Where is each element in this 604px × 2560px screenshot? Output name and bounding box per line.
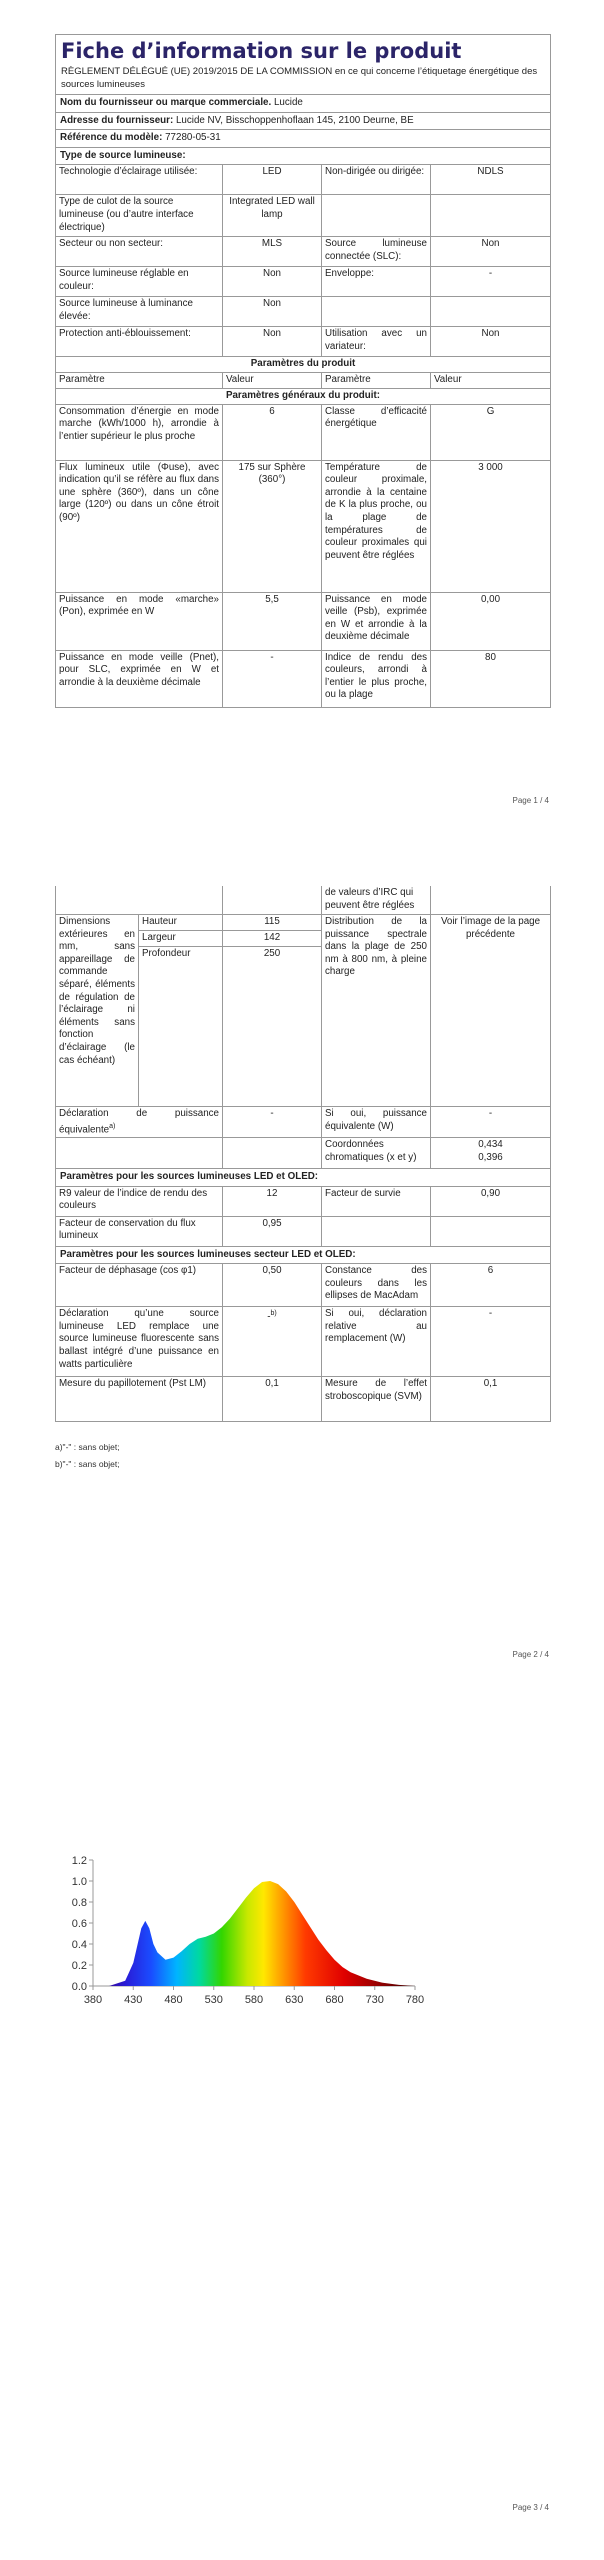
param-label: Source lumineuse à luminance élevée:	[56, 297, 223, 326]
param-value: 0,434 0,396	[478, 1139, 503, 1163]
param-value: Integrated LED wall lamp	[223, 195, 322, 236]
regulation-text: RÈGLEMENT DÉLÉGUÉ (UE) 2019/2015 DE LA COMMISSION en ce qui concerne l’étiquetage énergétique des sources lumineuses	[56, 64, 550, 95]
param-label: Classe d’efficacité énergétique	[322, 405, 431, 460]
param-label: Facteur de survie	[322, 1187, 431, 1216]
param-value: 3 000	[478, 461, 503, 473]
param-value: 6	[223, 405, 322, 460]
param-label: Mesure de l’effet stroboscopique (SVM)	[322, 1377, 431, 1421]
param-value: 0,90	[480, 1187, 501, 1199]
led-params-header: Paramètres pour les sources lumineuses LED et OLED:	[56, 1169, 550, 1187]
param-value	[431, 1217, 550, 1246]
param-label: Facteur de conservation du flux lumineux	[56, 1217, 223, 1246]
param-value: NDLS	[477, 166, 504, 178]
param-value: 80	[485, 651, 496, 663]
dimensions-label: Dimensions extérieures en mm, sans appareillage de commande séparé, éléments de régulation de l’éclairage ni éléments sans fonction d’éclairage (le cas échéant)	[56, 915, 139, 1106]
table-row	[56, 1264, 550, 1307]
y-tick-label: 0.2	[71, 1960, 87, 1972]
column-header: Valeur	[223, 373, 322, 388]
param-label: Si oui, puissance équivalente (W)	[322, 1107, 431, 1137]
y-tick-label: 1.0	[71, 1876, 87, 1888]
mains-params-header: Paramètres pour les sources lumineuses secteur LED et OLED:	[56, 1247, 550, 1265]
param-label: Puissance en mode «marche» (Pon), exprimée en W	[56, 593, 223, 650]
column-header: Valeur	[434, 373, 462, 385]
dimension-value: 142	[223, 931, 321, 947]
spectrum-area	[93, 1881, 415, 1986]
param-value: 0,1	[223, 1377, 322, 1421]
param-value: 12	[223, 1187, 322, 1216]
page-title: Fiche d’information sur le produit	[61, 39, 462, 63]
dimensions-row	[56, 915, 550, 1107]
param-value: -	[488, 1308, 493, 1320]
param-value: Voir l’image de la page précédente	[440, 916, 541, 940]
param-value: Non	[481, 238, 500, 250]
param-label: Mesure du papillotement (Pst LM)	[56, 1377, 223, 1421]
params-header: Paramètres du produit	[56, 357, 550, 373]
address-value: Lucide NV, Bisschoppenhoflaan 145, 2100 Deurne, BE	[175, 114, 414, 126]
param-label: Protection anti-éblouissement:	[56, 327, 223, 356]
model-label: Référence du modèle:	[60, 132, 163, 144]
param-value: -	[223, 651, 322, 707]
x-tick-label: 580	[244, 1994, 264, 2006]
param-value: -$^{b)}$	[223, 1307, 322, 1376]
param-label: Source lumineuse connectée (SLC):	[322, 237, 431, 266]
y-tick-label: 0.8	[71, 1897, 87, 1909]
param-label: Source lumineuse réglable en couleur:	[56, 267, 223, 296]
param-label: Utilisation avec un variateur:	[322, 327, 431, 356]
param-value: Non	[223, 327, 322, 356]
param-value: Non	[481, 328, 500, 340]
param-label: Secteur ou non secteur:	[56, 237, 223, 266]
y-tick-label: 0.4	[71, 1939, 87, 1951]
param-value: 5,5	[223, 593, 322, 650]
param-label	[322, 1217, 431, 1246]
page-number: Page 2 / 4	[512, 1650, 549, 1659]
x-tick-label: 380	[83, 1994, 103, 2006]
model-value: 77280-05-31	[165, 132, 221, 144]
column-header: Paramètre	[56, 373, 223, 388]
param-label: Non-dirigée ou dirigée:	[322, 165, 431, 194]
x-tick-label: 780	[405, 1994, 425, 2006]
page-number: Page 3 / 4	[512, 2503, 549, 2512]
param-label: Type de culot de la source lumineuse (ou d’autre interface électrique)	[56, 195, 223, 236]
param-label: Indice de rendu des couleurs, arrondi à l’entier le plus proche, ou la plage	[322, 651, 431, 707]
table-row	[56, 1377, 550, 1421]
table-row	[56, 1217, 550, 1247]
param-value: -	[223, 1107, 322, 1137]
x-tick-label: 530	[204, 1994, 223, 2006]
x-tick-label: 730	[365, 1994, 384, 2006]
param-label: Flux lumineux utile (Φuse), avec indication qu’il se réfère au flux dans une sphère (360º), dans un cône large (120º) ou dans un cône étroit (90º)	[56, 461, 223, 592]
dimension-name: Profondeur	[142, 948, 191, 959]
supplier-value: Lucide	[273, 97, 303, 108]
dimension-name: Hauteur	[139, 915, 222, 931]
param-label: Si oui, déclaration relative au remplacement (W)	[322, 1307, 431, 1376]
param-label	[56, 1138, 223, 1168]
spectral-distribution-chart	[55, 1850, 425, 2020]
page-number: Page 1 / 4	[512, 796, 549, 805]
table-row	[56, 1107, 550, 1138]
param-value: MLS	[223, 237, 322, 266]
param-label: de valeurs d’IRC qui peuvent être réglées	[322, 886, 431, 914]
supplier-label: Nom du fournisseur ou marque commerciale.	[60, 97, 272, 108]
param-label: Puissance en mode veille (Pnet), pour SLC, exprimée en W et arrondie à la deuxième décimale	[56, 651, 223, 707]
param-value: -	[488, 1108, 493, 1119]
y-tick-label: 0.6	[71, 1918, 87, 1930]
table-row	[56, 1187, 550, 1217]
info-sheet-table-p2	[55, 886, 551, 1422]
param-value	[223, 1138, 322, 1168]
param-label: Distribution de la puissance spectrale dans la plage de 250 nm à 800 nm, à pleine charge	[322, 915, 431, 1106]
table-row	[56, 886, 550, 915]
param-value: G	[486, 405, 495, 417]
y-tick-label: 0.0	[71, 1981, 87, 1993]
dimension-value: 115	[223, 915, 321, 931]
param-label: Température de couleur proximale, arrondie à la centaine de K la plus proche, ou la plage de températures de couleur proximales qui peuvent être réglées	[322, 461, 431, 592]
param-label: Enveloppe:	[322, 267, 431, 296]
x-tick-label: 430	[124, 1994, 143, 2006]
param-label: Consommation d’énergie en mode marche (kWh/1000 h), arrondie à l’entier supérieur le plus proche	[56, 405, 223, 460]
param-value: Non	[223, 297, 322, 326]
dimension-name: Largeur	[139, 931, 222, 947]
param-label: Constance des couleurs dans les ellipses de MacAdam	[322, 1264, 431, 1306]
x-tick-label: 630	[285, 1994, 304, 2006]
param-label: Déclaration de puissance équivalente$^{a)}$	[56, 1107, 223, 1137]
param-label: Puissance en mode veille (Psb), exprimée en W et arrondie à la deuxième décimale	[322, 593, 431, 650]
x-tick-label: 680	[325, 1994, 344, 2006]
param-value: 0,95	[223, 1217, 322, 1246]
param-value: 6	[487, 1265, 494, 1277]
dimensions-names	[139, 915, 223, 1106]
address-label: Adresse du fournisseur:	[60, 114, 174, 126]
param-label: Coordonnées chromatiques (x et y)	[322, 1138, 431, 1168]
table-row	[56, 1138, 550, 1169]
param-value: 0,00	[480, 593, 501, 605]
column-header: Paramètre	[322, 373, 431, 388]
dimension-value: 250	[263, 948, 281, 959]
param-label: R9 valeur de l’indice de rendu des couleurs	[56, 1187, 223, 1216]
param-label: Facteur de déphasage (cos φ1)	[56, 1264, 223, 1306]
x-tick-label: 480	[164, 1994, 183, 2006]
dimensions-values	[223, 915, 322, 1106]
param-value: 0,50	[223, 1264, 322, 1306]
param-label: Déclaration qu’une source lumineuse LED remplace une source lumineuse fluorescente sans ballast intégré d’une puissance en watts particulière	[56, 1307, 223, 1376]
y-tick-label: 1.2	[71, 1855, 87, 1867]
general-params-header: Paramètres généraux du produit:	[56, 389, 550, 405]
param-value: 0,1	[483, 1378, 498, 1390]
source-type-header: Type de source lumineuse:	[56, 148, 550, 166]
param-value: Non	[223, 267, 322, 296]
chart-series	[93, 1881, 415, 1986]
table-row	[56, 1307, 550, 1377]
param-value: 175 sur Sphère (360°)	[223, 461, 322, 592]
param-value: LED	[223, 165, 322, 194]
param-label: Technologie d’éclairage utilisée:	[56, 165, 223, 194]
param-value: -	[488, 268, 493, 280]
footnote-a: a)"-" : sans objet;	[55, 1442, 120, 1452]
footnote-b: b)"-" : sans objet;	[55, 1459, 120, 1469]
